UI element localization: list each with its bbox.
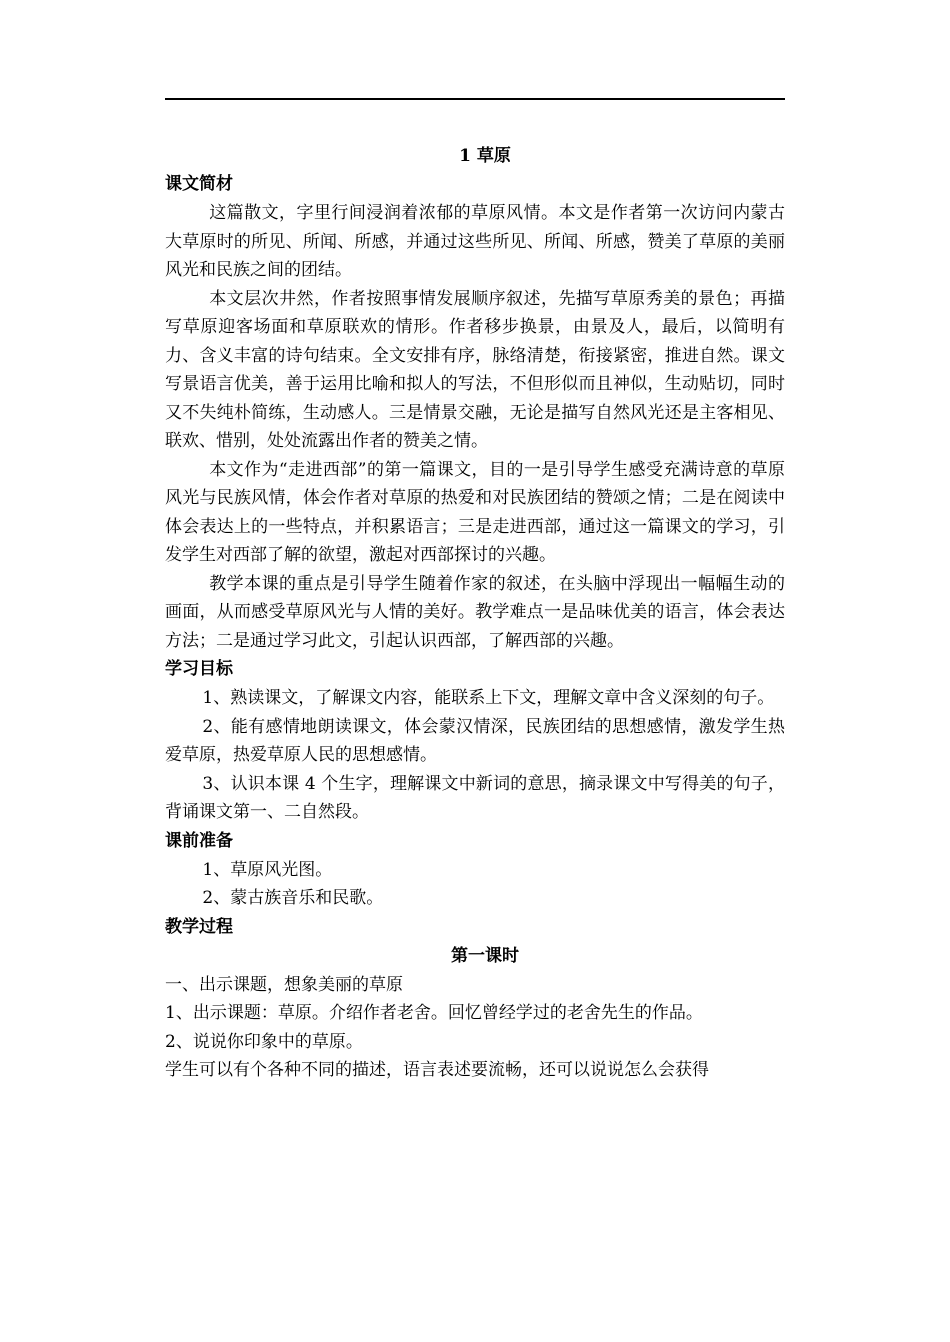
intro-paragraph: 这篇散文，字里行间浸润着浓郁的草原风情。本文是作者第一次访问内蒙古大草原时的所见、所闻、所感，并通过这些所见、所闻、所感，赞美了草原的美丽风光和民族之间的团结。: [165, 203, 785, 280]
process-line: 一、出示课题，想象美丽的草原: [165, 974, 403, 995]
prep-item: 2、蒙古族音乐和民歌。: [202, 888, 384, 908]
lesson-title: 1 草原: [459, 146, 511, 166]
process-line: 1、出示课题：草原。介绍作者老舍。回忆曾经学过的老舍先生的作品。: [165, 1003, 703, 1023]
intro-paragraph: 本文作为“走进西部”的第一篇课文，目的一是引导学生感受充满诗意的草原风光与民族风情，体会作者对草原的热爱和对民族团结的赞颂之情；二是在阅读中体会表达上的一些特点，并积累语言；三是走进西部，通过这一篇课文的学习，引发学生对西部了解的欲望，激起对西部探讨的兴趣。: [165, 459, 785, 565]
lesson-period-heading: 第一课时: [451, 945, 519, 966]
section-heading-prep: 课前准备: [165, 830, 233, 851]
header-rule: [165, 98, 785, 100]
process-line: 学生可以有个各种不同的描述，语言表述要流畅，还可以说说怎么会获得: [165, 1060, 709, 1080]
section-heading-intro: 课文简材: [165, 174, 233, 194]
intro-paragraph: 本文层次井然，作者按照事情发展顺序叙述，先描写草原秀美的景色；再描写草原迎客场面和草原联欢的情形。作者移步换景，由景及人，最后，以简明有力、含义丰富的诗句结束。全文安排有序，脉络清楚，衔接紧密，推进自然。课文写景语言优美，善于运用比喻和拟人的写法，不但形似而且神似，生动贴切，同时又不失纯朴简练，生动感人。三是情景交融，无论是描写自然风光还是主客相见、联欢、惜别，处处流露出作者的赞美之情。: [165, 288, 785, 451]
goal-item: 1、熟读课文，了解课文内容，能联系上下文，理解文章中含义深刻的句子。: [202, 688, 775, 708]
goal-item: 2、能有感情地朗读课文，体会蒙汉情深，民族团结的思想感情，激发学生热爱草原，热爱草原人民的思想感情。: [165, 716, 785, 765]
document-body: [165, 142, 785, 1085]
goal-item: 3、认识本课 4 个生字，理解课文中新词的意思，摘录课文中写得美的句子，背诵课文第一、二自然段。: [165, 773, 785, 822]
section-heading-goals: 学习目标: [165, 659, 233, 679]
section-heading-process: 教学过程: [165, 916, 233, 937]
prep-item: 1、草原风光图。: [202, 859, 333, 880]
process-line: 2、说说你印象中的草原。: [165, 1031, 363, 1052]
intro-paragraph: 教学本课的重点是引导学生随着作家的叙述，在头脑中浮现出一幅幅生动的画面，从而感受草原风光与人情的美好。教学难点一是品味优美的语言，体会表达方法；二是通过学习此文，引起认识西部，了解西部的兴趣。: [165, 573, 785, 651]
